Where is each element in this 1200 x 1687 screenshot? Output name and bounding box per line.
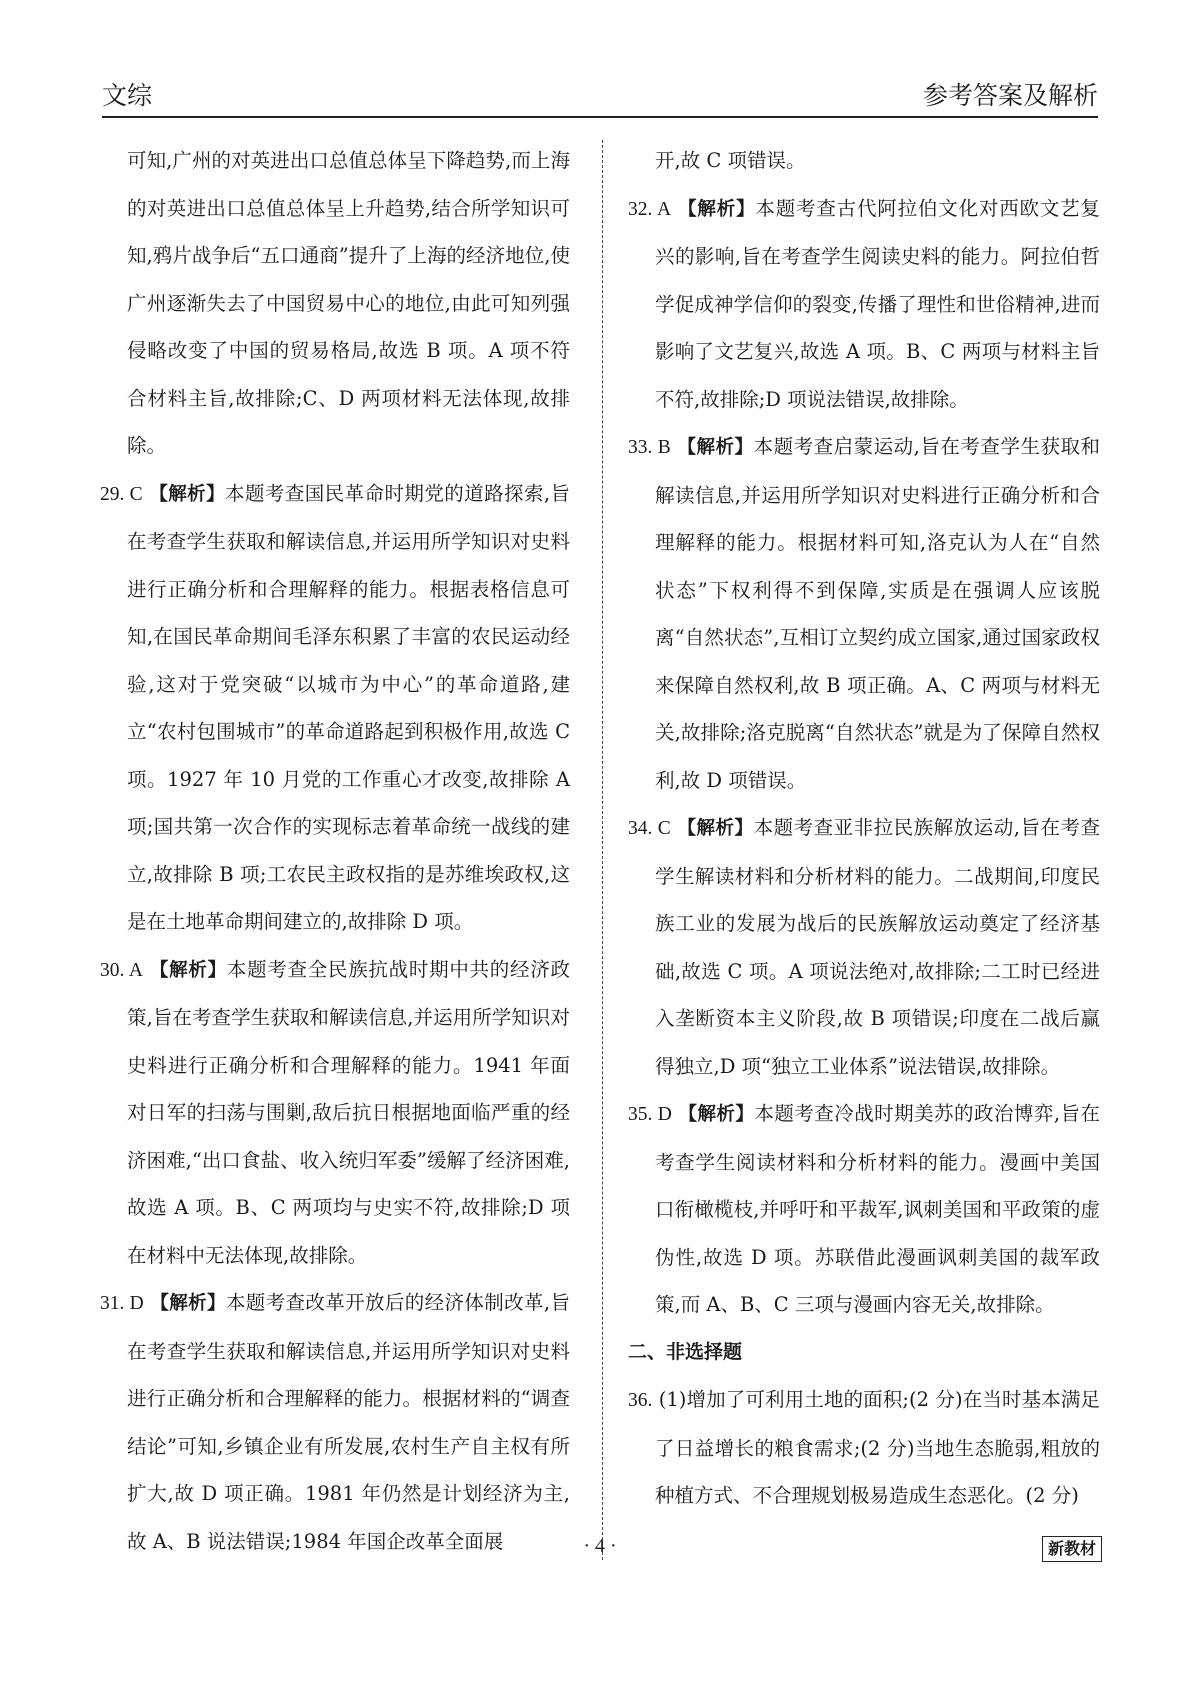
answer-31 <box>100 1279 570 1565</box>
answer-36 <box>628 1376 1100 1520</box>
analysis-tag: 【解析】 <box>677 437 754 458</box>
right-column <box>628 137 1100 1520</box>
answer-number: 36. <box>628 1390 653 1411</box>
analysis-tag: 【解析】 <box>677 818 754 839</box>
column-divider <box>602 140 603 1560</box>
answer-text: (1)增加了可利用土地的面积;(2 分)在当时基本满足了日益增长的粮食需求;(2 分)当地生态脆弱,粗放的种植方式、不合理规划极易造成生态恶化。(2 分) <box>655 1388 1101 1507</box>
answer-30 <box>100 946 570 1280</box>
answer-34 <box>628 804 1100 1090</box>
left-column <box>100 137 570 1565</box>
analysis-tag: 【解析】 <box>149 483 226 505</box>
page-header <box>102 70 1098 118</box>
answer-number: 35. D <box>628 1104 672 1125</box>
answer-text: 本题考查启蒙运动,旨在考查学生获取和解读信息,并运用所学知识对史料进行正确分析和合理解释的能力。根据材料可知,洛克认为人在“自然状态”下权利得不到保障,实质是在强调人应该脱离“自然状态”,互相订立契约成立国家,通过国家政权来保障自然权利,故 B 项正确。A、C 两项与材料无关,故排除;洛克脱离“自然状态”就是为了保障自然权利,故 D 项错误。 <box>655 435 1100 792</box>
answer-number: 32. A <box>628 198 672 220</box>
edition-badge: 新教材 <box>1042 1536 1102 1562</box>
answer-text: 本题考查古代阿拉伯文化对西欧文艺复兴的影响,旨在考查学生阅读史料的能力。阿拉伯哲学促成神学信仰的裂变,传播了理性和世俗精神,进而影响了文艺复兴,故选 A 项。B、C 两项与材料主旨不符,故排除;D 项说法错误,故排除。 <box>655 196 1100 411</box>
analysis-tag: 【解析】 <box>149 959 227 981</box>
answer-number: 29. C <box>100 483 143 505</box>
header-subject: 文综 <box>102 81 153 110</box>
answer-number: 31. D <box>100 1293 144 1314</box>
section-heading: 二、非选择题 <box>628 1340 743 1363</box>
answer-text: 本题考查亚非拉民族解放运动,旨在考查学生解读材料和分析材料的能力。二战期间,印度民族工业的发展为战后的民族解放运动奠定了经济基础,故选 C 项。A 项说法绝对,故排除;二工时已经进入垄断资本主义阶段,故 B 项错误;印度在二战后赢得独立,D 项“独立工业体系”说法错误,故排除。 <box>655 816 1100 1078</box>
answer-31-continuation: 开,故 C 项错误。 <box>655 149 806 172</box>
analysis-tag: 【解析】 <box>150 1293 226 1314</box>
answer-32 <box>628 185 1100 424</box>
answer-35 <box>628 1090 1100 1329</box>
answer-number: 34. C <box>628 818 671 839</box>
answer-text: 本题考查全民族抗战时期中共的经济政策,旨在考查学生获取和解读信息,并运用所学知识对史料进行正确分析和合理解释的能力。1941 年面对日军的扫荡与围剿,敌后抗日根据地面临严重的经济困难,“出口食盐、收入统归军委”缓解了经济困难,故选 A 项。B、C 两项均与史实不符,故排除;D 项在材料中无法体现,故排除。 <box>127 957 570 1267</box>
analysis-tag: 【解析】 <box>678 1104 755 1125</box>
answer-text: 本题考查改革开放后的经济体制改革,旨在考查学生获取和解读信息,并运用所学知识对史料进行正确分析和合理解释的能力。根据材料的“调查结论”可知,乡镇企业有所发展,农村生产自主权有所扩大,故 D 项正确。1981 年仍然是计划经济为主,故 A、B 说法错误;1984 年国企改革全面展 <box>127 1291 570 1553</box>
answer-text: 本题考查冷战时期美苏的政治博弈,旨在考查学生阅读材料和分析材料的能力。漫画中美国口衔橄榄枝,并呼吁和平裁军,讽刺美国和平政策的虚伪性,故选 D 项。苏联借此漫画讽刺美国的裁军政策,而 A、B、C 三项与漫画内容无关,故排除。 <box>655 1102 1100 1316</box>
analysis-tag: 【解析】 <box>678 198 756 220</box>
answer-29 <box>100 470 570 946</box>
answer-number: 33. B <box>628 437 671 458</box>
header-title: 参考答案及解析 <box>922 81 1098 110</box>
answer-33 <box>628 423 1100 804</box>
answer-number: 30. A <box>100 959 143 981</box>
answer-28-continuation: 可知,广州的对英进出口总值总体呈下降趋势,而上海的对英进出口总值总体呈上升趋势,结合所学知识可知,鸦片战争后“五口通商”提升了上海的经济地位,使广州逐渐失去了中国贸易中心的地位,由此可知列强侵略改变了中国的贸易格局,故选 B 项。A 项不符合材料主旨,故排除;C、D 两项材料无法体现,故排除。 <box>127 149 570 457</box>
page-number: · 4 · <box>583 1535 617 1557</box>
answer-text: 本题考查国民革命时期党的道路探索,旨在考查学生获取和解读信息,并运用所学知识对史料进行正确分析和合理解释的能力。根据表格信息可知,在国民革命期间毛泽东积累了丰富的农民运动经验,这对于党突破“以城市为中心”的革命道路,建立“农村包围城市”的革命道路起到积极作用,故选 C 项。1927 年 10 月党的工作重心才改变,故排除 A 项;国共第一次合作的实现标志着革命统一战线的建立,故排除 B 项;工农民主政权指的是苏维埃政权,这是在土地革命期间建立的,故排除 D 项。 <box>127 481 570 933</box>
